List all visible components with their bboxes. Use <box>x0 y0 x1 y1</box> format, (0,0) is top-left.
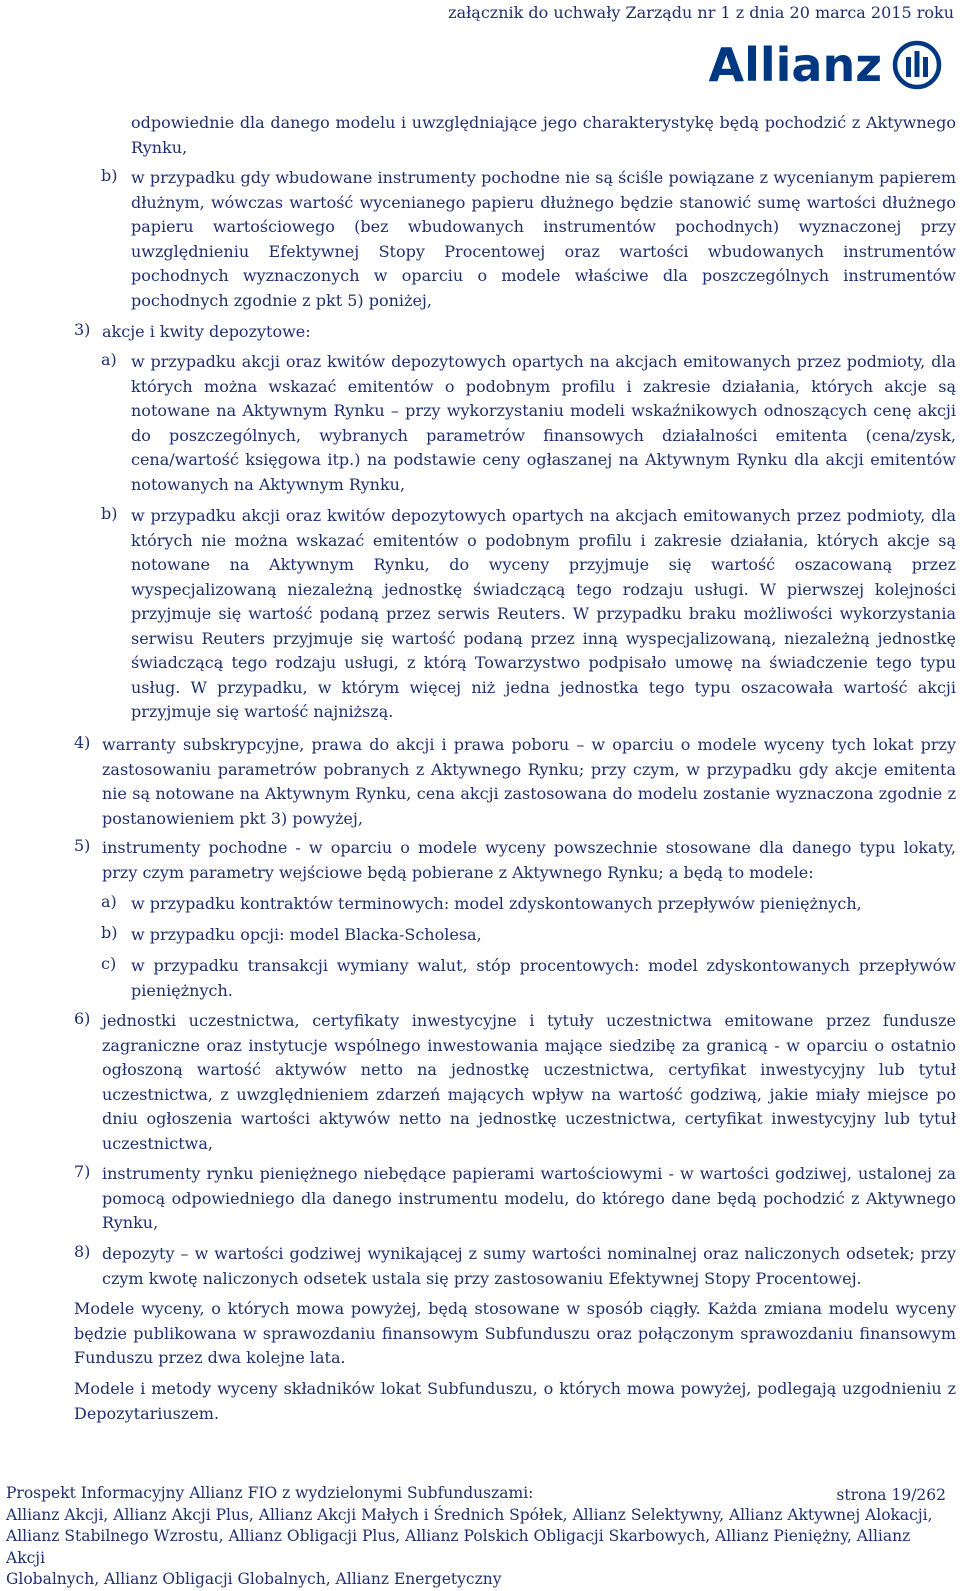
footer-subfunds-line: Allianz Akcji, Allianz Akcji Plus, Allianz Akcji Małych i Średnich Spółek, Allianz Selektywny, Allianz Aktywnej Alokacji, <box>6 1505 933 1524</box>
list-item-5a: w przypadku kontraktów terminowych: model zdyskontowanych przepływów pieniężnych, <box>131 894 862 913</box>
list-marker: 6) <box>74 1009 91 1028</box>
list-item-5: instrumenty pochodne - w oparciu o modele wyceny powszechnie stosowane dla danego typu lokaty, przy czym parametry wejściowe będą pobierane z Aktywnego Rynku; a będą to modele: <box>102 838 956 882</box>
continued-paragraph: odpowiednie dla danego modelu i uwzględniające jego charakterystykę będą pochodzić z Aktywnego Rynku, <box>131 113 956 157</box>
list-item-7: instrumenty rynku pieniężnego niebędące papierami wartościowymi - w wartości godziwej, ustalonej za pomocą odpowiedniego dla danego instrumentu modelu, do którego dane będą pochodzić z Aktywnego Rynku, <box>102 1164 956 1232</box>
list-item-8: depozyty – w wartości godziwej wynikającej z sumy wartości nominalnej oraz naliczonych odsetek; przy czym kwotę naliczonych odsetek ustala się przy zastosowaniu Efektywnej Stopy Procentowej. <box>102 1244 956 1288</box>
list-item-2b: w przypadku gdy wbudowane instrumenty pochodne nie są ściśle powiązane z wycenianym papierem dłużnym, wówczas wartość wycenianego papieru dłużnego będzie stanowić sumę wartości dłużnego papieru wartościowego (bez wbudowanych instrumentów pochodnych) wyznaczonej przy uwzględnieniu Efektywnej Stopy Procentowej oraz wartości wbudowanych instrumentów pochodnych wyznaczonych w oparciu o modele właściwe dla poszczególnych instrumentów pochodnych zgodnie z pkt 5) poniżej, <box>131 168 956 310</box>
list-marker: 5) <box>74 836 91 855</box>
list-item-3a: w przypadku akcji oraz kwitów depozytowych opartych na akcjach emitowanych przez podmioty, dla których można wskazać emitentów o podobnym profilu i zakresie działania, których akcje są notowane na Aktywnym Rynku – przy wykorzystaniu modeli wskaźnikowych odnoszących cenę akcji do poszczególnych, wybranych parametrów finansowych działalności emitenta (cena/zysk, cena/wartość księgowa itp.) na podstawie ceny ogłaszanej na Aktywnym Rynku dla akcji emitentów notowanych na Aktywnym Rynku, <box>131 352 956 494</box>
list-marker: a) <box>101 892 117 911</box>
list-marker: b) <box>101 923 118 942</box>
list-marker: b) <box>101 504 118 523</box>
paragraph-valuation-models: Modele wyceny, o których mowa powyżej, będą stosowane w sposób ciągły. Każda zmiana modelu wyceny będzie publikowana w sprawozdaniu finansowym Subfunduszu oraz połączonym sprawozdaniu finansowym Funduszu przez dwa kolejne lata. <box>74 1299 956 1367</box>
list-item-5c: w przypadku transakcji wymiany walut, stóp procentowych: model zdyskontowanych przepływów pieniężnych. <box>131 956 956 1000</box>
list-marker: 7) <box>74 1162 91 1181</box>
logo-wordmark: Allianz <box>708 38 882 92</box>
list-item-5b: w przypadku opcji: model Blacka-Scholesa, <box>131 925 482 944</box>
list-item-4: warranty subskrypcyjne, prawa do akcji i prawa poboru – w oparciu o modele wyceny tych lokat przy zastosowaniu parametrów pobranych z Aktywnego Rynku; przy czym, w przypadku gdy akcje emitenta nie są notowane na Aktywnym Rynku, cena akcji zastosowana do modelu zostanie wyznaczona zgodnie z postanowieniem pkt 3) powyżej, <box>102 735 956 828</box>
list-marker: b) <box>101 166 118 185</box>
paragraph-depositary: Modele i metody wyceny składników lokat Subfunduszu, o których mowa powyżej, podlegają uzgodnieniu z Depozytariuszem. <box>74 1379 956 1423</box>
allianz-eagle-icon <box>892 40 942 90</box>
footer-subfunds-line: Allianz Stabilnego Wzrostu, Allianz Obligacji Plus, Allianz Polskich Obligacji Skarbowych, Allianz Pieniężny, Allianz Akcji <box>6 1527 911 1567</box>
list-item-3: akcje i kwity depozytowe: <box>102 322 311 341</box>
page-number: strona 19/262 <box>836 1486 946 1504</box>
list-marker: a) <box>101 350 117 369</box>
allianz-logo <box>709 40 942 90</box>
list-marker: 4) <box>74 733 91 752</box>
page-footer <box>6 1483 954 1591</box>
list-item-3b: w przypadku akcji oraz kwitów depozytowych opartych na akcjach emitowanych przez podmioty, dla których nie można wskazać emitentów o podobnym profilu i zakresie działania, których akcje są notowane na Aktywnym Rynku, do wyceny przyjmuje się wartość oszacowaną przez wyspecjalizowaną niezależną jednostkę świadczącą tego rodzaju usługi. W pierwszej kolejności przyjmuje się wartość podaną przez serwis Reuters. W przypadku braku możliwości wykorzystania serwisu Reuters przyjmuje się wartość podaną przez inną wyspecjalizowaną, niezależną jednostkę świadczącą tego rodzaju usługi, z którą Towarzystwo podpisało umowę na świadczenie tego typu usług. W przypadku, w którym więcej niż jedna jednostka tego typu oszacowała wartość akcji przyjmuje się wartość najniższą. <box>131 506 956 721</box>
list-marker: c) <box>101 954 117 973</box>
list-marker: 3) <box>74 320 91 339</box>
footer-prospectus-title: Prospekt Informacyjny Allianz FIO z wydzielonymi Subfunduszami: <box>6 1484 534 1502</box>
footer-subfunds-line: Globalnych, Allianz Obligacji Globalnych, Allianz Energetyczny <box>6 1570 502 1588</box>
document-header-note: załącznik do uchwały Zarządu nr 1 z dnia 20 marca 2015 roku <box>448 3 954 22</box>
list-item-6: jednostki uczestnictwa, certyfikaty inwestycyjne i tytuły uczestnictwa emitowane przez fundusze zagraniczne oraz instytucje wspólnego inwestowania mające siedzibę za granicą - w oparciu o ostatnio ogłoszoną wartość aktywów netto na jednostkę uczestnictwa, certyfikat inwestycyjny lub tytuł uczestnictwa, z uwzględnieniem zdarzeń mających wpływ na wartość godziwą, jakie miały miejsce po dniu ogłoszenia wartości aktywów netto na jednostkę uczestnictwa, certyfikat inwestycyjny lub tytuł uczestnictwa, <box>102 1011 956 1153</box>
list-marker: 8) <box>74 1242 91 1261</box>
